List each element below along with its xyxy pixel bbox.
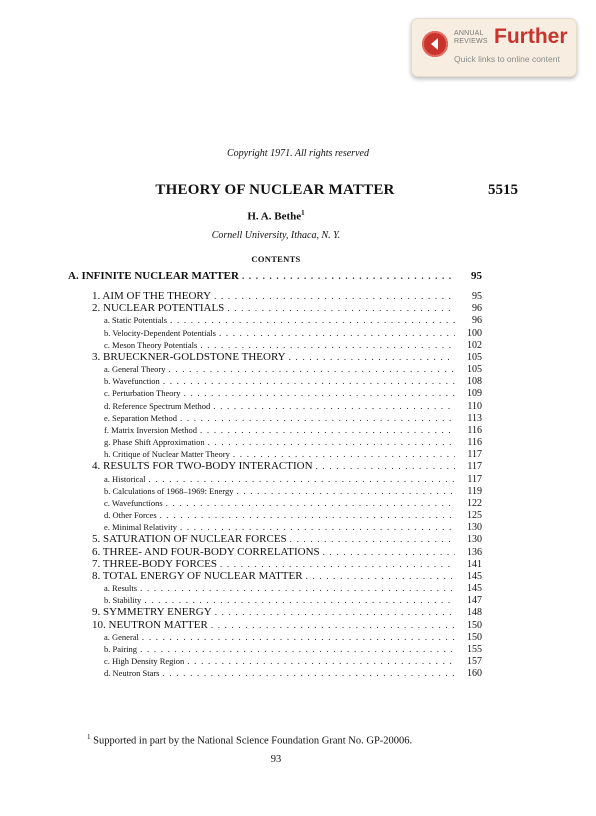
toc-subsection-row [104, 655, 482, 667]
toc-subsection-row [104, 509, 482, 521]
author-affiliation: Cornell University, Ithaca, N. Y. [211, 230, 341, 241]
toc-subsection-row [104, 339, 482, 351]
toc-entry-label: c. Meson Theory Potentials [104, 339, 198, 350]
toc-page-number: 116 [467, 424, 482, 436]
toc-entry-label: b. Wavefunction [104, 376, 160, 387]
toc-leader-dots [142, 631, 455, 643]
toc-entry-label: 9. SYMMETRY ENERGY [92, 606, 212, 619]
toc-page-number: 117 [467, 473, 482, 485]
toc-page-number: 130 [467, 522, 482, 534]
toc-leader-dots [180, 412, 455, 424]
toc-leader-dots [208, 436, 455, 448]
footnote-text: Supported in part by the National Science Foundation Grant No. GP-20006. [93, 735, 413, 747]
back-arrow-icon [422, 31, 448, 57]
further-label: Further [494, 25, 568, 48]
toc-leader-dots [323, 546, 455, 558]
toc-entry-label: 1. AIM OF THE THEORY [92, 290, 212, 302]
toc-subsection-row [104, 582, 482, 594]
toc-entry-label: c. Perturbation Theory [104, 388, 181, 399]
toc-subsection-row [104, 363, 482, 375]
toc-section-row [92, 351, 482, 363]
toc-page-number: 100 [467, 327, 482, 339]
toc-leader-dots [180, 521, 455, 533]
toc-entry-label: 8. TOTAL ENERGY OF NUCLEAR MATTER [92, 569, 303, 582]
toc-leader-dots [160, 509, 455, 521]
toc-subsection-row [104, 436, 482, 448]
toc-page-number: 110 [467, 400, 482, 412]
annual-reviews-logo-text: ANNUAL REVIEWS [454, 30, 488, 45]
toc-leader-dots [219, 327, 455, 339]
toc-leader-dots [170, 314, 455, 326]
toc-page-number: 95 [471, 270, 482, 282]
toc-page-number: 117 [467, 461, 482, 473]
toc-leader-dots [306, 570, 455, 582]
toc-subsection-row [104, 448, 482, 460]
toc-leader-dots [162, 667, 455, 679]
copyright-notice: Copyright 1971. All rights reserved [227, 148, 369, 159]
author-name: H. A. Bethe [247, 210, 302, 223]
toc-entry-label: a. Results [104, 583, 138, 594]
toc-entry-label: d. Neutron Stars [104, 668, 160, 679]
toc-leader-dots [144, 594, 455, 606]
toc-page-number: 117 [467, 449, 482, 461]
contents-heading: CONTENTS [251, 254, 301, 264]
toc-entry-label: b. Pairing [104, 643, 138, 654]
toc-leader-dots [290, 533, 455, 545]
toc-subsection-row [104, 497, 482, 509]
toc-leader-dots [200, 339, 455, 351]
toc-leader-dots [316, 460, 455, 472]
further-tagline: Quick links to online content [454, 54, 560, 64]
toc-section-row [92, 619, 482, 631]
toc-leader-dots [149, 473, 455, 485]
toc-page-number: 109 [467, 388, 482, 400]
toc-leader-dots [213, 400, 455, 412]
toc-entry-label: e. Separation Method [104, 412, 177, 423]
toc-subsection-row [104, 643, 482, 655]
toc-leader-dots [166, 497, 455, 509]
footnote-mark: 1 [87, 733, 91, 741]
toc-leader-dots [214, 290, 455, 302]
toc-entry-label: a. General Theory [104, 364, 166, 375]
article-page-number: 5515 [488, 182, 518, 198]
toc-page-number: 136 [467, 546, 482, 558]
toc-subsection-row [104, 387, 482, 399]
toc-subsection-row [104, 400, 482, 412]
toc-subsection-row [104, 473, 482, 485]
toc-leader-dots [140, 582, 455, 594]
toc-section-row [92, 533, 482, 545]
toc-page-number: 148 [467, 607, 482, 619]
toc-page-number: 150 [467, 619, 482, 631]
toc-subsection-row [104, 327, 482, 339]
toc-leader-dots [187, 655, 455, 667]
toc-leader-dots [168, 363, 455, 375]
toc-leader-dots [242, 270, 455, 282]
toc-entry-label: b. Velocity-Dependent Potentials [104, 327, 216, 338]
footnote [87, 733, 412, 747]
toc-page-number: 125 [467, 510, 482, 522]
toc-entry-label: g. Phase Shift Approximation [104, 437, 205, 448]
toc-page-number: 95 [472, 291, 482, 302]
toc-entry-label: b. Stability [104, 595, 142, 606]
toc-entry-label: c. High Density Region [104, 656, 185, 667]
toc-leader-dots [233, 448, 455, 460]
toc-subsection-row [104, 412, 482, 424]
toc-entry-label: a. General [104, 631, 139, 642]
toc-page-number: 145 [467, 583, 482, 595]
toc-entry-label: e. Minimal Relativity [104, 522, 177, 533]
toc-leader-dots [211, 619, 455, 631]
toc-entry-label: 4. RESULTS FOR TWO-BODY INTERACTION [92, 460, 313, 473]
toc-leader-dots [184, 387, 455, 399]
author-footnote-mark: 1 [301, 209, 305, 217]
annual-reviews-further-badge[interactable] [411, 18, 577, 77]
toc-section-row [92, 460, 482, 472]
toc-leader-dots [227, 302, 455, 314]
toc-section-row [92, 570, 482, 582]
toc-subsection-row [104, 667, 482, 679]
toc-subsection-row [104, 521, 482, 533]
toc-entry-label: b. Calculations of 1968–1969: Energy [104, 485, 234, 496]
toc-entry-label: 3. BRUECKNER-GOLDSTONE THEORY [92, 350, 286, 363]
toc-part-row [68, 270, 482, 282]
toc-page-number: 141 [467, 558, 482, 570]
toc-entry-label: 2. NUCLEAR POTENTIALS [92, 302, 225, 315]
toc-page-number: 160 [467, 668, 482, 680]
page-folio: 93 [270, 754, 282, 765]
toc-page-number: 145 [467, 570, 482, 582]
toc-entry-label: A. INFINITE NUCLEAR MATTER [68, 270, 239, 282]
toc-page-number: 155 [467, 643, 482, 655]
toc-section-row [92, 606, 482, 618]
toc-leader-dots [140, 643, 455, 655]
toc-section-row [92, 302, 482, 314]
toc-subsection-row [104, 631, 482, 643]
toc-page-number: 147 [467, 595, 482, 607]
toc-page-number: 119 [467, 485, 482, 497]
toc-page-number: 96 [472, 303, 482, 315]
toc-entry-label: d. Reference Spectrum Method [104, 400, 211, 411]
toc-subsection-row [104, 485, 482, 497]
toc-page-number: 150 [467, 631, 482, 643]
toc-leader-dots [163, 375, 455, 387]
toc-entry-label: 6. THREE- AND FOUR-BODY CORRELATIONS [92, 545, 320, 558]
toc-page-number: 105 [467, 364, 482, 376]
toc-page-number: 105 [467, 351, 482, 363]
toc-leader-dots [220, 558, 455, 570]
toc-entry-label: 10. NEUTRON MATTER [92, 618, 208, 631]
toc-page-number: 130 [467, 534, 482, 546]
toc-page-number: 157 [467, 656, 482, 668]
toc-entry-label: h. Critique of Nuclear Matter Theory [104, 449, 230, 460]
toc-leader-dots [289, 351, 455, 363]
toc-leader-dots [215, 606, 455, 618]
toc-page-number: 113 [467, 412, 482, 424]
toc-entry-label: d. Other Forces [104, 510, 157, 521]
toc-leader-dots [200, 424, 455, 436]
toc-page-number: 108 [467, 376, 482, 388]
toc-subsection-row [104, 424, 482, 436]
toc-entry-label: 5. SATURATION OF NUCLEAR FORCES [92, 533, 287, 546]
article-title: THEORY OF NUCLEAR MATTER [155, 182, 395, 198]
toc-page-number: 102 [467, 339, 482, 351]
author-line [0, 209, 552, 223]
toc-page-number: 122 [467, 497, 482, 509]
toc-entry-label: a. Historical [104, 473, 146, 484]
toc-entry-label: f. Matrix Inversion Method [104, 424, 198, 435]
toc-subsection-row [104, 594, 482, 606]
toc-section-row [92, 546, 482, 558]
toc-page-number: 96 [472, 315, 482, 327]
toc-entry-label: 7. THREE-BODY FORCES [92, 557, 217, 570]
toc-page-number: 116 [467, 437, 482, 449]
toc-entry-label: c. Wavefunctions [104, 497, 163, 508]
toc-entry-label: a. Static Potentials [104, 315, 168, 326]
toc-subsection-row [104, 314, 482, 326]
toc-section-row [92, 290, 482, 302]
toc-leader-dots [236, 485, 455, 497]
toc-subsection-row [104, 375, 482, 387]
toc-section-row [92, 558, 482, 570]
